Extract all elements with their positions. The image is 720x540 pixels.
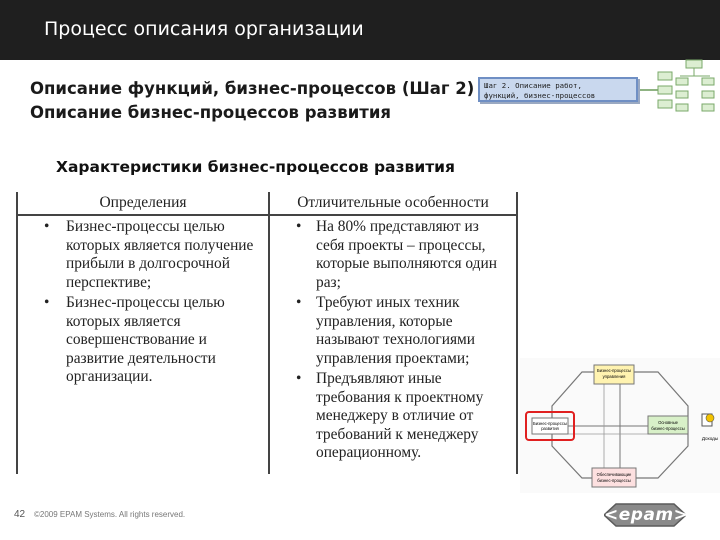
epam-logo bbox=[604, 500, 689, 530]
subtitle-step2: Описание функций, бизнес-процессов (Шаг 2) bbox=[30, 79, 475, 98]
item-line: которых является получение bbox=[66, 236, 254, 254]
bullet-icon: • bbox=[296, 218, 302, 235]
coin-icon bbox=[706, 414, 714, 422]
org-node bbox=[658, 86, 672, 94]
org-node bbox=[658, 72, 672, 80]
management-label-1: Бизнес-процессы bbox=[597, 368, 631, 373]
core-label-1: Основные bbox=[658, 420, 678, 425]
item-line: менеджеру в отличие от bbox=[316, 407, 474, 424]
subtitle-development: Описание бизнес-процессов развития bbox=[30, 103, 391, 122]
item-line: операционному. bbox=[316, 444, 422, 461]
item-line: которых является bbox=[66, 312, 181, 330]
section-title: Характеристики бизнес-процессов развития bbox=[56, 158, 455, 176]
item-line: которые выполняются один bbox=[316, 255, 497, 272]
step-callout-line1: Шаг 2. Описание работ, bbox=[484, 81, 582, 90]
core-label-2: бизнес-процессы bbox=[651, 426, 685, 431]
slide-title: Процесс описания организации bbox=[44, 18, 364, 40]
item-line: организации. bbox=[66, 368, 153, 385]
copyright: ©2009 EPAM Systems. All rights reserved. bbox=[34, 510, 186, 519]
item-line: Бизнес-процессы целью bbox=[66, 294, 225, 311]
item-line: управления проектами; bbox=[316, 349, 470, 367]
org-node bbox=[676, 104, 688, 111]
bullet-icon: • bbox=[296, 294, 302, 311]
item-line: управления, которые bbox=[316, 312, 453, 330]
org-node bbox=[676, 78, 688, 85]
support-label-1: Обеспечивающие bbox=[596, 472, 632, 477]
income-label: Доходы bbox=[701, 436, 719, 441]
bullet-icon: • bbox=[44, 218, 50, 235]
features-list bbox=[270, 216, 516, 463]
step-callout-line2: функций, бизнес-процессов bbox=[484, 91, 596, 100]
item-line: развитие деятельности bbox=[66, 349, 216, 367]
item-line: перспективе; bbox=[66, 273, 152, 291]
support-label-2: бизнес-процессы bbox=[597, 478, 631, 483]
org-node bbox=[702, 78, 714, 85]
list-item bbox=[18, 218, 264, 292]
list-item bbox=[18, 294, 264, 387]
development-label-2: развития bbox=[541, 426, 559, 431]
org-chart-icon bbox=[640, 58, 718, 118]
list-item bbox=[270, 370, 512, 463]
logo-text: <epam> bbox=[604, 505, 689, 525]
org-node bbox=[702, 91, 714, 98]
org-node bbox=[676, 91, 688, 98]
item-line: Требуют иных техник bbox=[316, 294, 460, 311]
bullet-icon: • bbox=[296, 370, 302, 387]
item-line: прибыли в долгосрочной bbox=[66, 255, 230, 272]
features-header: Отличительные особенности bbox=[270, 192, 516, 216]
definitions-header: Определения bbox=[18, 192, 268, 216]
list-item bbox=[270, 218, 512, 292]
characteristics-table bbox=[16, 192, 518, 474]
features-column bbox=[268, 192, 518, 474]
header-bar bbox=[0, 0, 720, 60]
item-line: Предъявляют иные bbox=[316, 370, 442, 387]
definitions-column bbox=[16, 192, 268, 474]
business-process-diagram bbox=[520, 358, 720, 493]
development-label-1: Бизнес-процессы bbox=[533, 421, 567, 426]
list-item bbox=[270, 294, 512, 368]
bullet-icon: • bbox=[44, 294, 50, 311]
item-line: себя проекты – процессы, bbox=[316, 236, 486, 254]
item-line: Бизнес-процессы целью bbox=[66, 218, 225, 235]
item-line: На 80% представляют из bbox=[316, 218, 479, 235]
org-node bbox=[658, 100, 672, 108]
org-node bbox=[702, 104, 714, 111]
item-line: требования к проектному bbox=[316, 388, 484, 406]
step-2-callout bbox=[478, 77, 638, 102]
item-line: требований к менеджеру bbox=[316, 425, 479, 443]
page-number: 42 bbox=[14, 509, 26, 520]
item-line: раз; bbox=[316, 273, 341, 291]
core-processes-box bbox=[648, 416, 688, 434]
definitions-list bbox=[18, 216, 268, 387]
org-node bbox=[686, 60, 702, 68]
management-label-2: управления bbox=[602, 374, 626, 379]
item-line: совершенствование и bbox=[66, 331, 207, 348]
item-line: называют технологиями bbox=[316, 331, 476, 348]
